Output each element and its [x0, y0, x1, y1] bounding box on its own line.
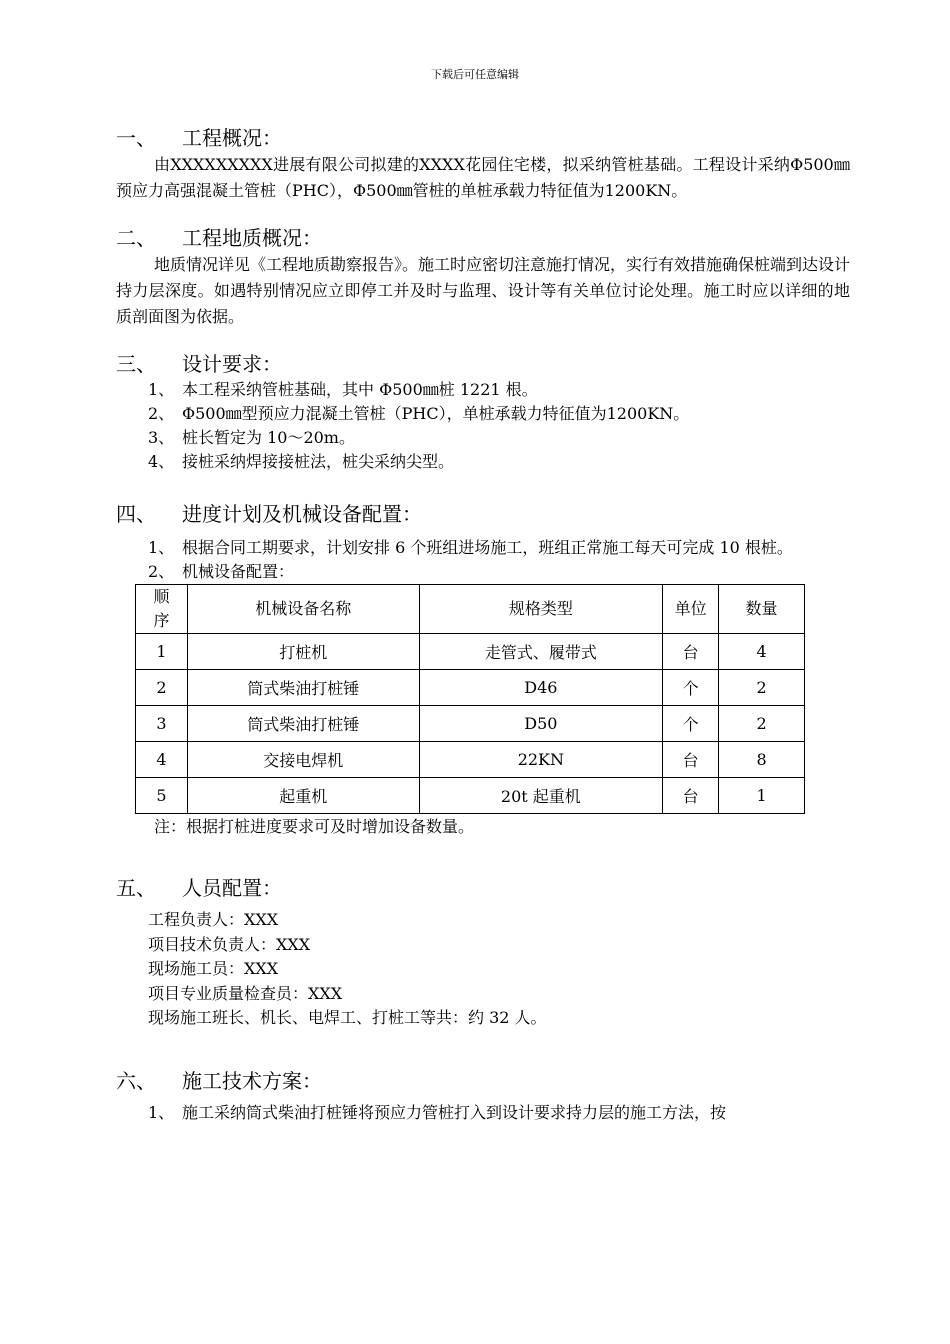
staff-line: 现场施工员：XXX [148, 959, 279, 978]
document-body [116, 124, 850, 1125]
section-3-title: 设计要求： [182, 352, 282, 376]
table-row: 5 起重机 20t 起重机 台 1 [136, 778, 805, 814]
list-item: 3、 桩长暂定为 10～20m。 [148, 428, 355, 447]
section-4-heading [116, 500, 850, 528]
section-1-title: 工程概况： [182, 126, 282, 150]
column-header-order: 顺序 [136, 585, 188, 634]
table-header-row [136, 585, 805, 634]
section-4-number: 四、 [116, 502, 156, 526]
column-header-qty: 数量 [719, 585, 805, 634]
section-5-number: 五、 [116, 876, 156, 900]
page-header-note: 下载后可任意编辑 [431, 68, 519, 81]
section-2-number: 二、 [116, 226, 156, 250]
design-requirements-list [116, 378, 850, 474]
section-3-number: 三、 [116, 352, 156, 376]
table-note: 注：根据打桩进度要求可及时增加设备数量。 [154, 817, 475, 836]
construction-plan-list [116, 1101, 850, 1125]
section-3-heading [116, 350, 850, 378]
section-2-heading [116, 224, 850, 252]
section-2-paragraph: 地质情况详见《工程地质勘察报告》。施工时应密切注意施打情况，实行有效措施确保桩端到达设计持力层深度。如遇特别情况应立即停工并及时与监理、设计等有关单位讨论处理。施工时应以详细的地质剖面图为依据。 [116, 255, 851, 326]
section-1-number: 一、 [116, 126, 156, 150]
section-6-title: 施工技术方案： [182, 1068, 322, 1093]
column-header-name: 机械设备名称 [187, 585, 419, 634]
table-row: 3 筒式柴油打桩锤 D50 个 2 [136, 706, 805, 742]
section-4-title: 进度计划及机械设备配置： [182, 502, 422, 526]
section-1-heading [116, 124, 850, 152]
list-item: 2、 Φ500㎜型预应力混凝土管桩（PHC），单桩承载力特征值为1200KN。 [148, 404, 690, 423]
section-1-paragraph: 由XXXXXXXXX进展有限公司拟建的XXXX花园住宅楼，拟采纳管桩基础。工程设计采纳Φ500㎜预应力高强混凝土管桩（PHC），Φ500㎜管桩的单桩承载力特征值为1200KN。 [116, 155, 850, 200]
list-item: 4、 接桩采纳焊接接桩法，桩尖采纳尖型。 [148, 452, 455, 471]
list-item: 1、 施工采纳筒式柴油打桩锤将预应力管桩打入到设计要求持力层的施工方法，按 [148, 1102, 727, 1122]
section-5-title: 人员配置： [182, 876, 282, 900]
staff-line: 现场施工班长、机长、电焊工、打桩工等共：约 32 人。 [148, 1008, 547, 1027]
section-6-number: 六、 [116, 1068, 156, 1093]
column-header-unit: 单位 [663, 585, 719, 634]
schedule-list [116, 536, 850, 584]
equipment-table [135, 584, 805, 814]
table-row: 4 交接电焊机 22KN 台 8 [136, 742, 805, 778]
list-item: 2、 机械设备配置： [148, 562, 295, 581]
list-item: 1、 根据合同工期要求，计划安排 6 个班组进场施工，班组正常施工每天可完成 10 根桩。 [148, 538, 793, 557]
staff-line: 工程负责人：XXX [148, 910, 279, 929]
staff-line: 项目技术负责人：XXX [148, 934, 311, 954]
section-2-title: 工程地质概况： [182, 226, 322, 250]
list-item: 1、 本工程采纳管桩基础，其中 Φ500㎜桩 1221 根。 [148, 380, 538, 399]
staff-line: 项目专业质量检查员：XXX [148, 983, 343, 1003]
table-row: 2 筒式柴油打桩锤 D46 个 2 [136, 670, 805, 706]
section-6-heading [116, 1067, 850, 1095]
column-header-spec: 规格类型 [419, 585, 663, 634]
section-5-heading [116, 874, 850, 902]
table-row: 1 打桩机 走管式、履带式 台 4 [136, 634, 805, 670]
